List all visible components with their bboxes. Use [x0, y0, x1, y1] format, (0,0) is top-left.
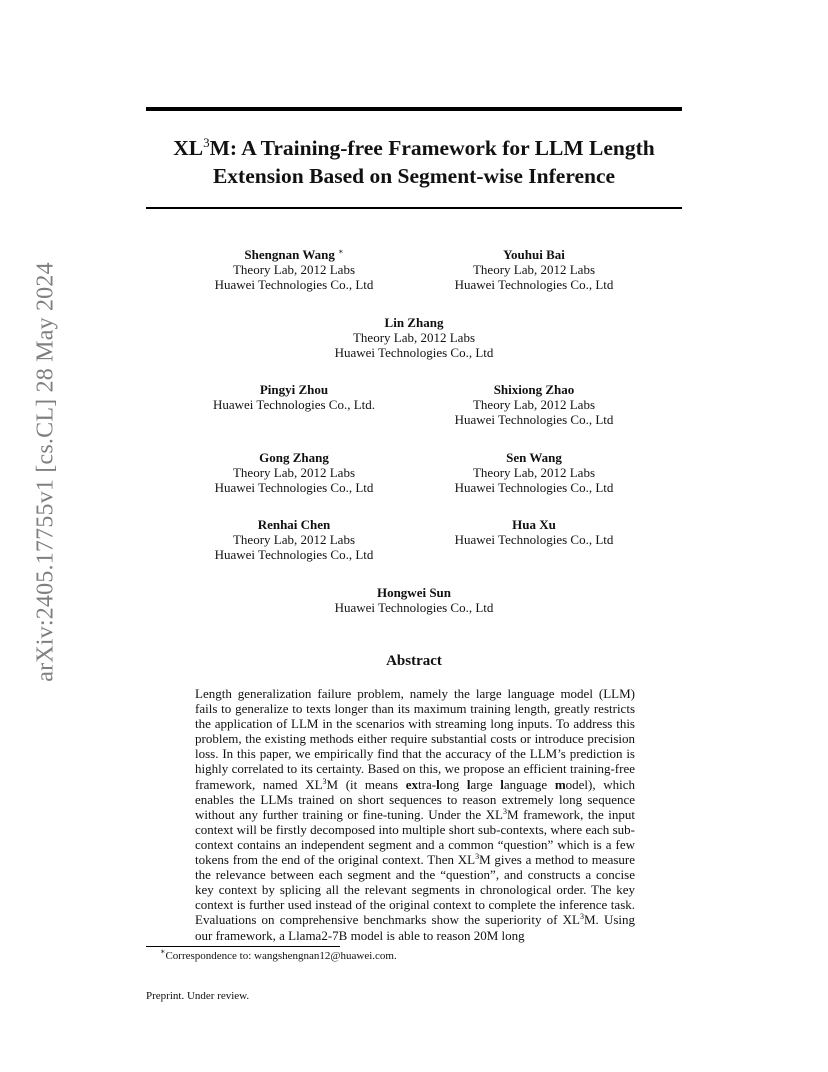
abstract-text: anguage	[503, 776, 555, 792]
superscript: 3	[322, 776, 327, 786]
author-affiliation: Huawei Technologies Co., Ltd	[454, 480, 614, 495]
author-affiliation: Theory Lab, 2012 Labs	[232, 262, 356, 277]
author-affiliation: Huawei Technologies Co., Ltd	[214, 480, 374, 495]
title-bottom-rule	[146, 207, 682, 209]
author-block	[414, 247, 654, 292]
author-affiliation: Huawei Technologies Co., Ltd	[334, 600, 494, 615]
acronym-letter: l	[436, 776, 440, 792]
footnote-mark: ∗	[338, 247, 344, 256]
acronym-letter: ex	[405, 776, 419, 792]
author-affiliation: Huawei Technologies Co., Ltd	[334, 345, 494, 360]
footnote-mark: ∗	[160, 947, 166, 956]
title-prefix: XL	[173, 136, 204, 160]
author-block	[174, 382, 414, 412]
abstract-text: ong	[439, 776, 467, 792]
author-name: Lin Zhang	[384, 315, 444, 330]
abstract-text: M gives a method to measure the relevance between each segment and the “question”, and constructs a concise key context by splicing all the relevant segments in chronological order. The key context is further used instead of the original context to complete the inference task. Evaluations on comprehensive benchmarks show the superiority of XL	[195, 852, 636, 928]
author-name: Gong Zhang	[259, 450, 329, 465]
author-name	[174, 247, 414, 262]
author-name: Sen Wang	[506, 450, 562, 465]
author-affiliation: Huawei Technologies Co., Ltd	[214, 277, 374, 292]
author-block	[414, 517, 654, 547]
author-affiliation: Huawei Technologies Co., Ltd	[454, 412, 614, 427]
paper-title	[146, 134, 682, 190]
footnote-text: Correspondence to: wangshengnan12@huawei.com.	[165, 950, 397, 962]
abstract-heading: Abstract	[386, 653, 442, 669]
author-block	[174, 247, 414, 292]
abstract-text: M framework, the input context will be firstly decomposed into multiple short sub-contexts, where each sub-context contains an independent segment and a common “question” which is a few tokens from the end of the original context. Then XL	[195, 806, 635, 868]
author-block	[294, 585, 534, 615]
author-affiliation: Huawei Technologies Co., Ltd.	[212, 397, 376, 412]
abstract-text: arge	[470, 776, 501, 792]
arxiv-side-stamp: arXiv:2405.17755v1 [cs.CL] 28 May 2024	[32, 262, 59, 682]
title-superscript: 3	[203, 135, 210, 150]
superscript: 3	[579, 912, 584, 922]
footnote-rule	[146, 946, 340, 947]
abstract-text: Length generalization failure problem, namely the large language model (LLM) fails to generalize to texts longer than its maximum training length, greatly restricts the application of LLM in the scenarios with streaming long inputs. To address this problem, the existing methods either require substantial costs or introduce precision loss. In this paper, we empirically find that the accuracy of the LLM’s prediction is highly correlated to its certainty. Based on this, we propose an efficient training-free framework, named XL	[195, 686, 635, 792]
author-block	[174, 450, 414, 495]
author-affiliation: Huawei Technologies Co., Ltd	[214, 547, 374, 562]
author-name: Hongwei Sun	[376, 585, 452, 600]
author-affiliation: Huawei Technologies Co., Ltd	[454, 532, 614, 547]
abstract-text: M (it means	[326, 776, 406, 792]
author-block	[414, 382, 654, 427]
author-affiliation: Theory Lab, 2012 Labs	[232, 532, 356, 547]
acronym-letter: m	[554, 776, 566, 792]
author-block	[294, 315, 534, 360]
author-affiliation: Huawei Technologies Co., Ltd	[454, 277, 614, 292]
author-affiliation: Theory Lab, 2012 Labs	[472, 397, 596, 412]
abstract-text: M. Using our framework, a Llama2-7B model is able to reason 20M long	[195, 912, 635, 943]
title-top-rule	[146, 107, 682, 111]
superscript: 3	[503, 806, 507, 816]
author-name: Shixiong Zhao	[493, 382, 575, 397]
author-name: Youhui Bai	[503, 247, 565, 262]
author-name: Pingyi Zhou	[259, 382, 329, 397]
preprint-note: Preprint. Under review.	[146, 990, 250, 1002]
author-name: Hua Xu	[512, 517, 556, 532]
author-name: Renhai Chen	[257, 517, 331, 532]
acronym-letter: l	[500, 776, 504, 792]
title-rest: M: A Training-free Framework for LLM Length Extension Based on Segment-wise Inference	[209, 136, 655, 188]
author-affiliation: Theory Lab, 2012 Labs	[232, 465, 356, 480]
author-name-text: Shengnan Wang	[244, 247, 335, 262]
acronym-letter: l	[466, 776, 471, 792]
footnote	[160, 947, 680, 963]
author-block	[414, 450, 654, 495]
abstract-text: odel), which enables the LLMs trained on short sequences to reason extremely long sequence without any further training or fine-tuning. Under the XL	[195, 776, 636, 822]
author-block	[174, 517, 414, 562]
abstract-text: tra-	[418, 776, 437, 792]
author-affiliation: Theory Lab, 2012 Labs	[352, 330, 476, 345]
author-affiliation: Theory Lab, 2012 Labs	[472, 262, 596, 277]
abstract-body	[195, 686, 635, 943]
superscript: 3	[475, 852, 480, 862]
author-affiliation: Theory Lab, 2012 Labs	[472, 465, 596, 480]
